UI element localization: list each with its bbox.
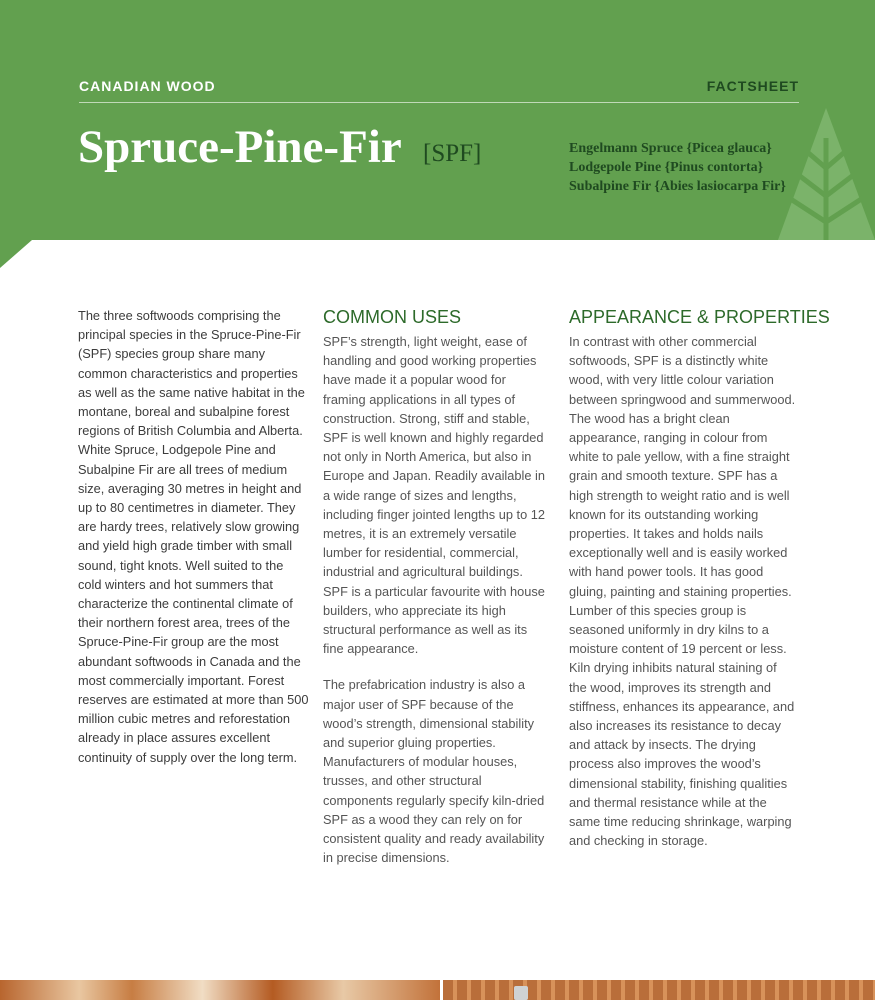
appearance-paragraph: In contrast with other commercial softwoods, SPF is a distinctly white wood, with very little colour variation between springwood and summerwood. The wood has a bright clean appearance, ranging in colour from white to pale yellow, with a fine straight grain and smooth texture. SPF has a high strength to weight ratio and is well known for its outstanding working properties. It takes and holds nails exceptionally well and is easily worked with hand power tools. It has good gluing, painting and staining properties. Lumber of this species group is seasoned uniformly in dry kilns to a moisture content of 19 percent or less. Kiln drying inhibits natural staining of the wood, improves its strength and stiffness, enhances its appearance, and also increases its resistance to decay and attack by insects. The drying process also improves the wood’s dimensional stability, finishing qualities and thermal resistance while at the same time reducing shrinkage, warping and checking in storage. <box>569 334 796 849</box>
common-uses-paragraph: The prefabrication industry is also a major user of SPF because of the wood’s strength, dimensional stability and superior gluing properties. Manufacturers of modular houses, trusses, and other structural components regularly specify kiln-dried SPF as a wood they can rely on for consistent quality and ready availability in precise dimensions. <box>323 677 545 866</box>
wood-siding-photo <box>443 980 875 1000</box>
brand-label: CANADIAN WOOD <box>79 78 216 94</box>
header-diagonal-cut <box>0 240 875 270</box>
page-title: Spruce-Pine-Fir <box>78 121 402 173</box>
common-uses-paragraph: SPF’s strength, light weight, ease of handling and good working properties have made it a popular wood for framing applications in all types of construction. Strong, stiff and stable, SPF is well known and highly regarded not only in North America, but also in Europe and Japan. Readily available in a wide range of sizes and lengths, including finger jointed lengths up to 12 metres, it is an extremely versatile lumber for residential, commercial, industrial and agricultural buildings. SPF is a particular favourite with house builders, who appreciate its high structural performance as well as its fine appearance. <box>323 334 545 657</box>
header-divider <box>79 102 799 103</box>
species-list <box>569 139 786 196</box>
header-banner <box>0 0 875 268</box>
footer-photo-strip <box>0 980 875 1000</box>
title-abbreviation: [SPF] <box>423 140 482 167</box>
intro-paragraph: The three softwoods comprising the principal species in the Spruce-Pine-Fir (SPF) species group share many common characteristics and properties as well as the same native habitat in the montane, boreal and subalpine forest regions of British Columbia and Alberta. White Spruce, Lodgepole Pine and Subalpine Fir are all trees of medium size, averaging 30 metres in height and up to 80 centimetres in diameter. They are hardy trees, relatively slow growing and yield high grade timber with small sound, tight knots. Well suited to the cold winters and hot summers that characterize the continental climate of their northern forest area, trees of the Spruce-Pine-Fir group are the most abundant softwoods in Canada and the most commercially important. Forest reserves are estimated at more than 500 million cubic metres and reforestation already in place assures excellent continuity of supply over the long term. <box>78 308 309 765</box>
interior-photo <box>0 980 440 1000</box>
species-item: Subalpine Fir {Abies lasiocarpa Fir} <box>569 179 786 194</box>
appearance-column <box>569 306 830 867</box>
species-item: Lodgepole Pine {Pinus contorta} <box>569 160 764 175</box>
intro-column <box>78 306 310 784</box>
doc-type-label: FACTSHEET <box>706 78 799 94</box>
appearance-heading: APPEARANCE & PROPERTIES <box>569 307 830 327</box>
tree-icon <box>778 108 875 240</box>
species-item: Engelmann Spruce {Picea glauca} <box>569 141 772 156</box>
common-uses-column <box>323 306 549 884</box>
common-uses-heading: COMMON USES <box>323 307 462 327</box>
hardware-detail <box>514 986 528 1000</box>
